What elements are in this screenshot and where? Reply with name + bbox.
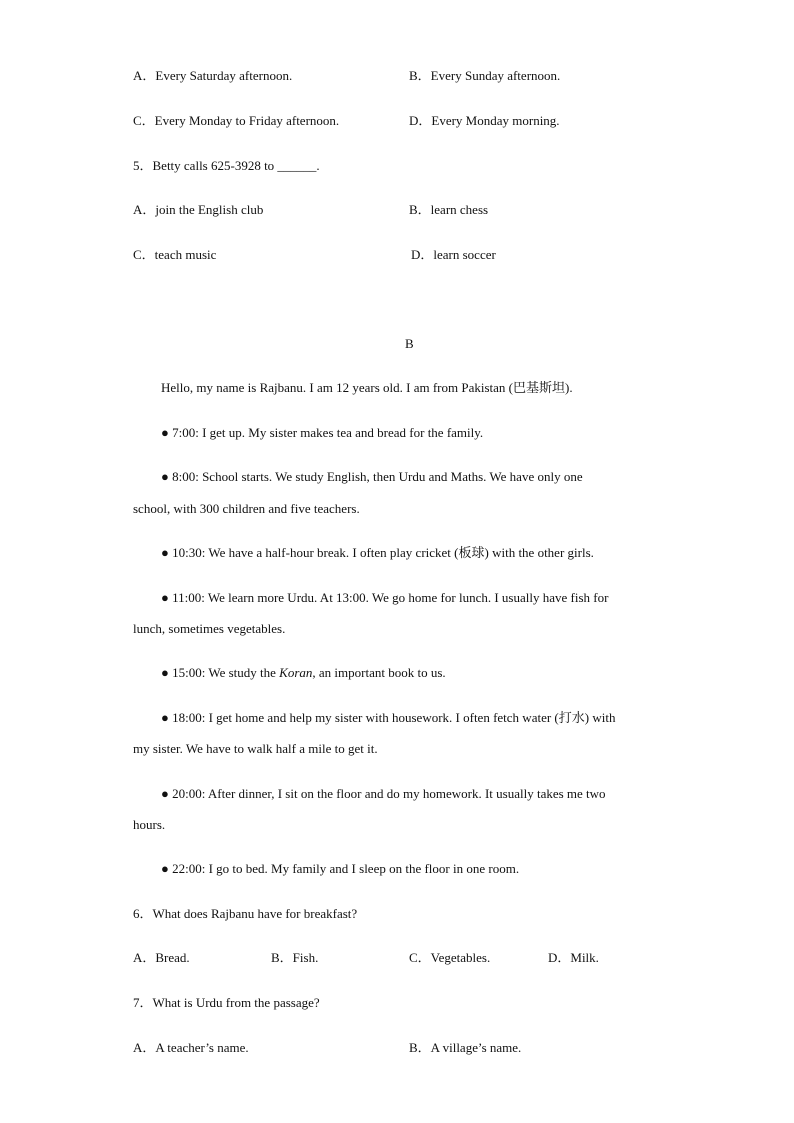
q5-option-d: D．learn soccer xyxy=(411,247,496,262)
passage-item-1100-cont: lunch, sometimes vegetables. xyxy=(133,621,286,636)
passage-item-0700: ● 7:00: I get up. My sister makes tea and bread for the family. xyxy=(161,425,484,440)
q4-option-c: C．Every Monday to Friday afternoon. xyxy=(133,113,340,128)
q6-option-a: A．Bread. xyxy=(133,950,190,965)
q6-option-d: D．Milk. xyxy=(548,950,599,965)
passage-item-1800: ● 18:00: I get home and help my sister with housework. I often fetch water (打水) with xyxy=(161,710,616,725)
q4-option-b: B．Every Sunday afternoon. xyxy=(409,68,561,83)
passage-item-0800: ● 8:00: School starts. We study English, then Urdu and Maths. We have only one xyxy=(161,469,583,484)
q4-option-a: A．Every Saturday afternoon. xyxy=(133,68,293,83)
passage-item-2000-cont: hours. xyxy=(133,817,166,832)
q7-option-a: A．A teacher’s name. xyxy=(133,1040,249,1055)
passage-item-1500 xyxy=(161,665,446,681)
passage-item-1100: ● 11:00: We learn more Urdu. At 13:00. We go home for lunch. I usually have fish for xyxy=(161,590,609,605)
passage-item-1800-cont: my sister. We have to walk half a mile to get it. xyxy=(133,741,378,756)
passage-item-1030: ● 10:30: We have a half-hour break. I often play cricket (板球) with the other girls. xyxy=(161,545,594,560)
passage-intro: Hello, my name is Rajbanu. I am 12 years old. I am from Pakistan (巴基斯坦). xyxy=(161,380,573,395)
passage-item-1500-pre: ● 15:00: We study the xyxy=(161,665,280,680)
q6-option-c: C．Vegetables. xyxy=(409,950,491,965)
q6-option-b: B．Fish. xyxy=(271,950,319,965)
q7-option-b: B．A village’s name. xyxy=(409,1040,522,1055)
passage-item-0800-cont: school, with 300 children and five teachers. xyxy=(133,501,360,516)
q5-option-a: A．join the English club xyxy=(133,202,264,217)
q4-option-d: D．Every Monday morning. xyxy=(409,113,560,128)
passage-item-2200: ● 22:00: I go to bed. My family and I sleep on the floor in one room. xyxy=(161,861,520,876)
section-heading: B xyxy=(405,336,414,351)
passage-item-1500-post: , an important book to us. xyxy=(312,665,446,680)
q5-question: 5．Betty calls 625-3928 to ______. xyxy=(133,158,320,173)
q5-option-b: B．learn chess xyxy=(409,202,489,217)
koran-title: Koran xyxy=(279,665,313,680)
q6-question: 6．What does Rajbanu have for breakfast? xyxy=(133,906,358,921)
q7-question: 7．What is Urdu from the passage? xyxy=(133,995,320,1010)
passage-item-2000: ● 20:00: After dinner, I sit on the floor and do my homework. It usually takes me two xyxy=(161,786,606,801)
q5-option-c: C．teach music xyxy=(133,247,217,262)
